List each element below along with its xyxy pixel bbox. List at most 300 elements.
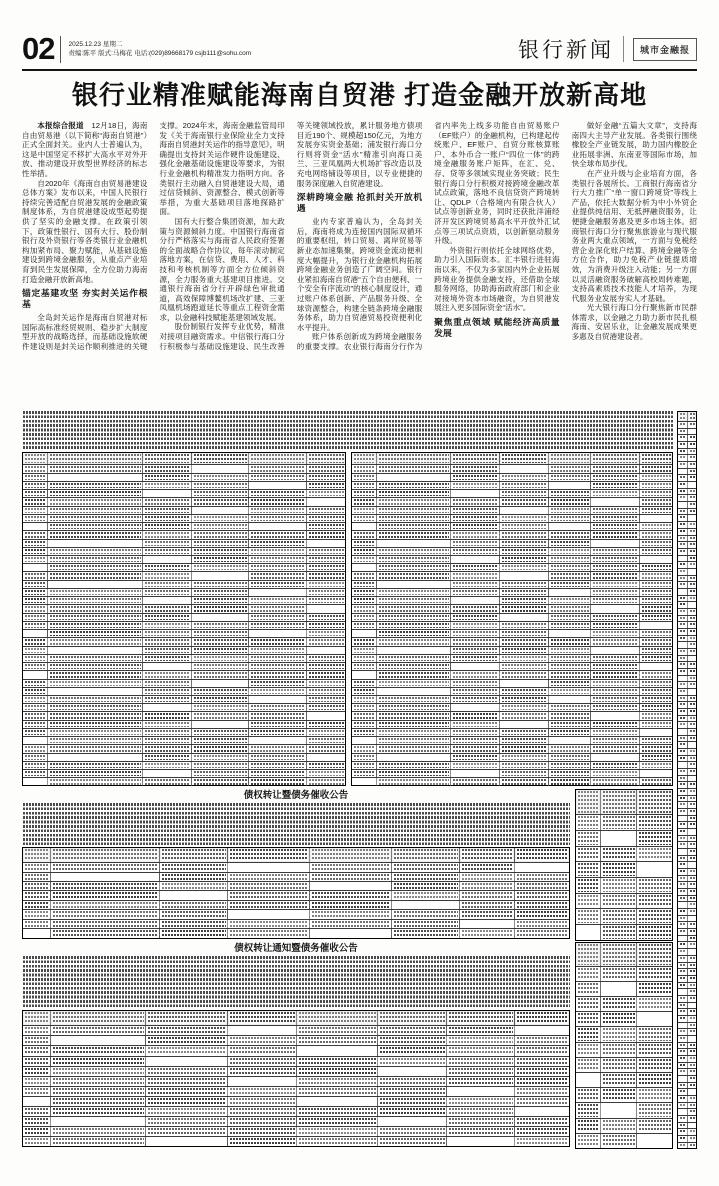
table-row [352,687,672,695]
table-cell [678,756,687,762]
table-cell [678,702,687,708]
table-cell [678,542,687,548]
table-cell [227,882,309,890]
table-cell [142,589,190,596]
table-row [678,595,696,602]
table-row [678,1042,696,1049]
table-cell [142,622,190,629]
table-cell [50,1127,145,1136]
table-cell [687,782,697,788]
table-cell [50,1097,145,1106]
table-cell [678,1123,687,1129]
table-cell [687,435,697,441]
notices-section [22,411,697,1147]
table-cell [639,770,672,777]
table-row [678,561,696,568]
table-cell [678,809,687,815]
article-paragraph: 国有大行整合集团资源，加大政策与资源倾斜力度。中国银行海南省分行严格落实与海南省人民政府签署的全面战略合作协议，每年滚动制定落地方案，在信贷、费用、人才、科技和考核机制等方面全方位倾斜资源，全力服务重大基建项目推进。交通银行海南省分行开辟绿色审批通道，高效保障博鳌机场改扩建、三亚凤凰机场跑道延长等重点工程资金需求，以金融科技赋能基建领域发展。 [159,216,285,322]
table-cell [678,696,687,702]
table-cell [548,572,589,579]
table-cell [636,878,672,893]
table-cell [23,515,47,522]
table-cell [306,564,345,571]
table-cell [306,540,345,547]
table-cell [352,498,376,505]
table-cell [678,682,687,688]
table-row [576,1133,672,1148]
table-row [352,629,672,637]
table-cell [248,671,306,678]
table-row [23,862,569,871]
table-cell [499,671,548,678]
table-cell [499,507,548,514]
table-cell [459,848,514,862]
table-cell [687,1076,697,1082]
table-cell [377,1026,445,1035]
table-cell [576,1058,600,1072]
table-row [352,539,672,547]
article-paragraph: 自2020年《海南自由贸易港建设总体方案》发布以来，中国人民银行持续完善适配自贸港发展的金融政策制度体系，为自贸港建设成型起势提供了坚实的金融支撑。在政策引领下，政策性银行、国有大行、股份制银行及外资银行等各类银行业金融机构加紧布局、聚力赋能，从基础设施建设到跨境金融服务，从重点产业培育到民生发展保障，全方位助力海南打造金融开放新高地。 [22,178,148,284]
table-cell [639,712,672,719]
table-row [678,988,696,995]
table-row [352,596,672,604]
table-cell [514,1026,569,1035]
table-cell [499,531,548,538]
table-cell [548,614,589,621]
table-cell [142,770,190,777]
table-cell [227,910,309,918]
table-cell [678,502,687,508]
table-cell [248,680,306,687]
table-cell [376,453,449,465]
table-cell [142,680,190,687]
dense-text-block [22,411,673,449]
table-row [576,981,672,996]
table-row [23,919,569,928]
table-cell [352,663,376,670]
table-cell [450,688,499,695]
table-cell [687,963,697,969]
table-cell [514,1036,569,1045]
table-row [678,1002,696,1009]
table-cell [576,790,600,814]
table-cell [639,721,672,728]
table-cell [352,696,376,703]
table-cell [687,616,697,622]
table-cell [352,597,376,604]
table-cell [376,482,449,489]
table-cell [678,902,687,908]
table-row [678,1035,696,1042]
table-cell [678,782,687,788]
table-cell [191,605,249,612]
table-row [678,1115,696,1122]
table-cell [145,1057,227,1066]
table-row [23,547,345,555]
table-cell [296,1057,378,1066]
table-cell [687,1089,697,1095]
table-cell [23,630,47,637]
table-cell [590,737,639,744]
table-cell [376,721,449,728]
table-row [23,900,569,909]
table-cell [687,916,697,922]
table-row [576,1042,672,1057]
table-row [23,1035,569,1045]
table-cell [142,581,190,588]
table-cell [590,762,639,769]
table-row [352,695,672,703]
table-cell [600,894,636,909]
table-row [678,548,696,555]
table-cell [391,920,459,928]
table-cell [377,1067,445,1076]
table-cell [600,1088,636,1102]
table-row [678,461,696,468]
table-cell [309,929,391,937]
table-cell [636,909,672,924]
table-cell [376,498,449,505]
table-cell [145,1046,227,1055]
table-cell [590,630,639,637]
table-cell [376,770,449,777]
table-cell [548,647,589,654]
table-cell [639,474,672,481]
table-row [352,604,672,612]
table-cell [450,754,499,761]
table-cell [687,1069,697,1075]
table-row [678,648,696,655]
table-cell [50,1046,145,1055]
table-cell [678,762,687,768]
table-row [352,728,672,736]
table-cell [191,696,249,703]
table-cell [499,745,548,752]
table-cell [687,896,697,902]
table-cell [248,630,306,637]
table-cell [376,778,449,785]
table-cell [191,589,249,596]
table-cell [576,997,600,1011]
table-cell [352,638,376,645]
table-cell [514,863,569,871]
table-cell [23,745,47,752]
table-cell [678,749,687,755]
article-paragraph: 外资银行则依托全球网络优势，助力引入国际资本。汇丰银行进驻海南以来，不仅为多家国内外企业拓展跨境业务提供金融支持，还借助全球服务网络，协助海南政府部门和企业对接境外资本市场融资，为自贸港发展注入更多国际资金“活水”。 [434,245,560,313]
table-cell [47,465,143,472]
notice-table-right [351,452,673,787]
table-row [678,555,696,562]
table-cell [23,729,47,736]
table-row [352,464,672,472]
table-cell [450,745,499,752]
table-cell [23,863,50,871]
table-cell [248,647,306,654]
table-cell [446,1107,514,1116]
table-cell [514,882,569,890]
table-cell [47,721,143,728]
table-cell [47,729,143,736]
table-cell [687,689,697,695]
table-cell [450,704,499,711]
notice-table-row [22,452,673,787]
table-cell [687,756,697,762]
table-cell [50,929,159,937]
table-cell [576,815,600,830]
table-cell [191,548,249,555]
table-row [23,497,345,505]
table-cell [376,638,449,645]
table-cell [678,1043,687,1049]
table-row [23,506,345,514]
table-cell [499,597,548,604]
table-cell [352,721,376,728]
table-cell [191,688,249,695]
table-cell [499,712,548,719]
table-cell [376,663,449,670]
table-cell [306,663,345,670]
table-cell [248,490,306,497]
table-row [678,975,696,982]
article-paragraph: 本报综合报道 12月18日，海南自由贸易港（以下简称“海南自贸港”）正式全面封关。业内人士普遍认为，这是中国坚定不移扩大高水平对外开放、推动建设开放型世界经济的标志性举措。 [22,121,148,178]
table-cell [459,891,514,899]
table-row [23,1106,569,1116]
table-cell [687,1129,697,1135]
table-cell [446,1087,514,1096]
table-cell [687,942,697,948]
table-cell [678,1129,687,1135]
table-row [352,769,672,777]
article-paragraph: 账户体系创新成为跨境金融服务的重要支撑。农业银行海南分行作为省内率先上线多功能自由贸易账户（EF账户）的金融机构，已构建起传统账户、EF账户、自贸分账核算账户、本外币合一账户“四位一体”的跨境金融服务账户矩阵，在汇、兑、存、贷等多领域实现业务突破；民生银行海口分行积极对接跨境金融改革试点政策，落地不良信贷资产跨境转让、QDLP（合格境内有限合伙人）试点等创新业务，同时还获批洋浦经济开发区跨境贸易高水平开放外汇试点等三项试点资质，以创新驱动服务升级。 [296,121,560,351]
table-cell [590,482,639,489]
table-cell [639,663,672,670]
table-cell [687,576,697,582]
table-row [23,703,345,711]
table-cell [590,498,639,505]
table-cell [636,997,672,1011]
table-cell [47,638,143,645]
table-cell [687,682,697,688]
table-cell [678,589,687,595]
table-cell [376,581,449,588]
table-cell [548,770,589,777]
table-cell [142,572,190,579]
table-cell [159,882,227,890]
table-cell [306,572,345,579]
table-row [678,1108,696,1115]
table-cell [499,630,548,637]
table-cell [687,716,697,722]
table-cell [678,989,687,995]
table-cell [50,891,159,899]
table-cell [590,581,639,588]
table-cell [142,482,190,489]
table-row [678,861,696,868]
table-cell [576,1103,600,1117]
table-cell [687,1023,697,1029]
table-cell [23,474,47,481]
table-row [678,968,696,975]
table-row [23,1126,569,1136]
table-cell [678,776,687,782]
table-cell [678,1036,687,1042]
table-cell [377,1011,445,1025]
article-headline: 银行业精准赋能海南自贸港 打造金融开放新高地 [71,80,648,110]
table-row [23,711,345,719]
table-cell [514,1046,569,1055]
table-cell [687,729,697,735]
table-cell [499,482,548,489]
masthead-logo: 城市金融报 [633,38,697,61]
table-cell [227,920,309,928]
table-cell [47,647,143,654]
table-cell [639,622,672,629]
table-cell [548,638,589,645]
table-cell [47,663,143,670]
table-cell [142,696,190,703]
table-row [678,701,696,708]
table-cell [306,688,345,695]
table-cell [636,790,672,814]
table-row [576,996,672,1011]
table-cell [391,910,459,918]
table-cell [548,523,589,530]
table-cell [191,778,249,785]
table-row [678,1055,696,1062]
table-cell [548,671,589,678]
table-row [352,736,672,744]
table-row [23,695,345,703]
table-cell [23,696,47,703]
table-cell [687,709,697,715]
table-cell [678,629,687,635]
table-cell [499,762,548,769]
table-cell [377,1087,445,1096]
table-cell [23,1067,50,1076]
table-cell [306,712,345,719]
lead-label: 本报综合报道 [37,121,92,130]
table-cell [306,465,345,472]
table-row [576,1087,672,1102]
table-cell [47,490,143,497]
table-cell [142,523,190,530]
table-cell [248,523,306,530]
table-row [678,454,696,461]
table-cell [376,605,449,612]
table-cell [678,469,687,475]
table-cell [499,663,548,670]
table-cell [548,754,589,761]
table-cell [50,1067,145,1076]
table-cell [191,770,249,777]
table-cell [678,556,687,562]
table-row [678,1122,696,1129]
table-cell [678,929,687,935]
table-cell [687,836,697,842]
table-cell [687,1136,697,1142]
table-cell [145,1137,227,1146]
table-cell [687,809,697,815]
table-cell [50,1011,145,1025]
table-cell [636,1073,672,1087]
table-cell [687,429,697,435]
table-row [678,915,696,922]
table-cell [450,630,499,637]
table-cell [590,671,639,678]
table-cell [687,989,697,995]
table-cell [636,831,672,846]
table-cell [47,762,143,769]
table-cell [548,556,589,563]
table-cell [639,531,672,538]
table-cell [636,1134,672,1148]
table-row [678,901,696,908]
table-cell [50,901,159,909]
table-cell [499,721,548,728]
table-cell [499,453,548,465]
table-cell [352,572,376,579]
table-row [352,662,672,670]
table-cell [142,556,190,563]
table-cell [227,848,309,862]
table-cell [678,522,687,528]
table-cell [352,531,376,538]
table-cell [446,1026,514,1035]
table-row [352,720,672,728]
table-cell [687,669,697,675]
table-cell [227,1011,295,1025]
table-cell [50,1057,145,1066]
table-row [23,555,345,563]
table-cell [142,647,190,654]
table-row [678,514,696,521]
table-cell [352,622,376,629]
table-row [23,687,345,695]
table-cell [600,925,636,940]
table-row [23,654,345,662]
table-cell [687,1056,697,1062]
table-row [23,489,345,497]
table-row [352,547,672,555]
table-cell [687,983,697,989]
table-row [23,1136,569,1146]
table-cell [376,655,449,662]
table-cell [248,498,306,505]
table-row [23,604,345,612]
table-cell [227,1127,295,1136]
table-cell [376,540,449,547]
table-cell [23,721,47,728]
table-cell [248,515,306,522]
table-cell [590,770,639,777]
table-cell [678,642,687,648]
table-cell [191,540,249,547]
table-row [678,434,696,441]
table-cell [687,462,697,468]
table-row [678,695,696,702]
table-cell [306,770,345,777]
table-cell [23,482,47,489]
table-cell [376,762,449,769]
table-cell [687,862,697,868]
table-row [576,1057,672,1072]
table-cell [248,597,306,604]
table-cell [590,688,639,695]
table-cell [191,745,249,752]
table-cell [687,776,697,782]
table-cell [248,663,306,670]
table-cell [352,482,376,489]
